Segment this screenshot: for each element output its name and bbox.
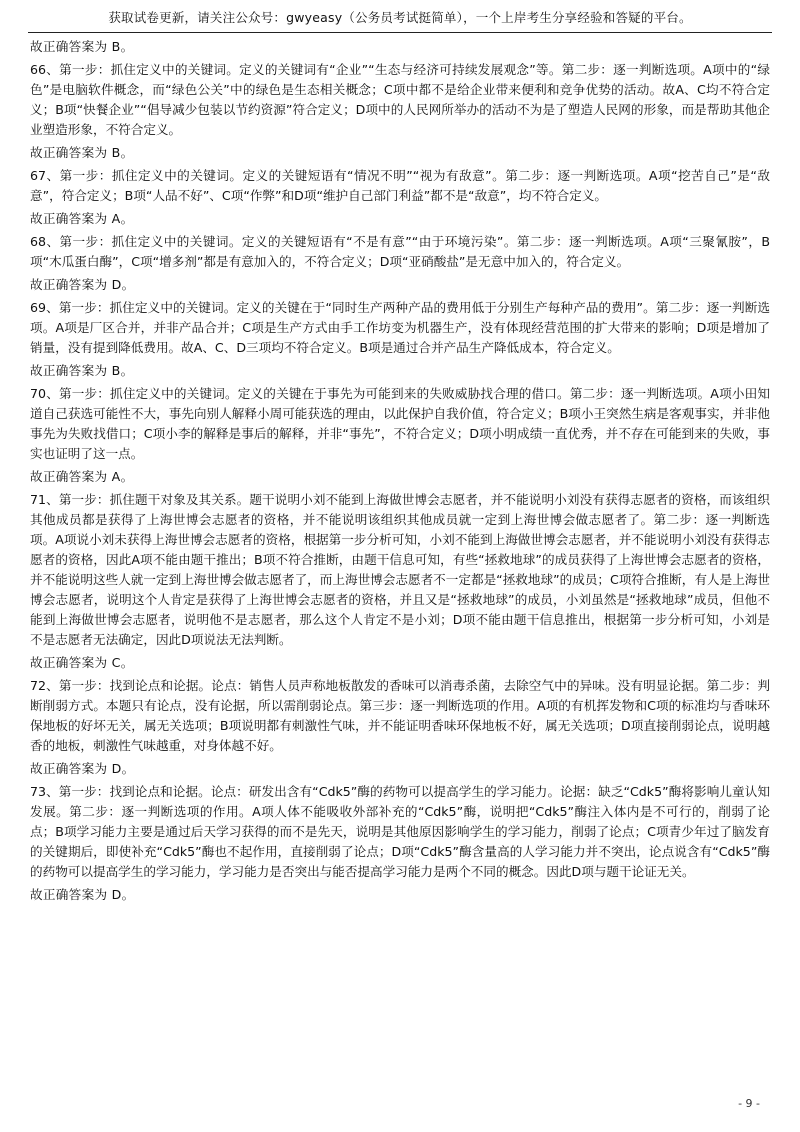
answer-line: 故正确答案为 B。 — [30, 145, 134, 160]
explanation-70: 70、第一步：抓住定义中的关键词。定义的关键在于事先为可能到来的失败威胁找合理的借口。第二步：逐一判断选项。A项小田知道自己获选可能性不大，事先向别人解释小周可能获选的理由，以此保护自我价值，符合定义；B项小王突然生病是客观事实，并非他事先为失败找借口；C项小李的解释是事后的解释，并非“事先”，不符合定义；D项小明成绩一直优秀，并不存在可能到来的失败，事实也证明了这一点。 — [30, 386, 770, 461]
explanation-73: 73、第一步：找到论点和论据。论点：研发出含有“Cdk5”酶的药物可以提高学生的学习能力。论据：缺乏“Cdk5”酶将影响儿童认知发展。第二步：逐一判断选项的作用。A项人体不能吸收外部补充的“Cdk5”酶，说明把“Cdk5”酶注入体内是不可行的，削弱了论点；B项学习能力主要是通过后天学习获得的而不是先天，说明是其他原因影响学生的学习能力，削弱了论点；C项青少年过了脑发育的关键期后，即使补充“Cdk5”酶也不起作用，直接削弱了论点；D项“Cdk5”酶含量高的人学习能力并不突出，论点说含有“Cdk5”酶的药物可以提高学生的学习能力，学习能力是否突出与能否提高学习能力是两个不同的概念。因此D项与题干论证无关。 — [30, 784, 770, 879]
header-notice: 获取试卷更新，请关注公众号：gwyeasy（公务员考试挺简单），一个上岸考生分享经验和答疑的平台。 — [108, 10, 692, 25]
answer-line: 故正确答案为 C。 — [30, 655, 134, 670]
explanation-69: 69、第一步：抓住定义中的关键词。定义的关键在于“同时生产两种产品的费用低于分别生产每种产品的费用”。第二步：逐一判断选项。A项是厂区合并，并非产品合并；C项是生产方式由手工作坊变为机器生产，没有体现经营范围的扩大带来的影响；D项是增加了销量，没有提到降低费用。故A、C、D三项均不符合定义。B项是通过合并产品生产降低成本，符合定义。 — [30, 300, 770, 355]
header-divider — [28, 32, 772, 33]
answer-line: 故正确答案为 D。 — [30, 887, 135, 902]
answer-line: 故正确答案为 A。 — [30, 469, 134, 484]
explanation-72: 72、第一步：找到论点和论据。论点：销售人员声称地板散发的香味可以消毒杀菌，去除空气中的异味。没有明显论据。第二步：判断削弱方式。本题只有论点，没有论据，所以需削弱论点。第三步：逐一判断选项的作用。A项的有机挥发物和C项的标准均与香味环保地板的好坏无关，属无关选项；B项说明都有刺激性气味，并不能证明香味环保地板不好，属无关选项；D项直接削弱论点，说明越香的地板，刺激性气味越重，对身体越不好。 — [30, 678, 770, 753]
document-body — [30, 37, 770, 908]
answer-line: 故正确答案为 B。 — [30, 363, 134, 378]
explanation-71: 71、第一步：抓住题干对象及其关系。题干说明小刘不能到上海做世博会志愿者，并不能说明小刘没有获得志愿者的资格，而该组织其他成员都是获得了上海世博会志愿者的资格，并不能说明该组织其他成员就一定到上海世博会做志愿者了。第二步：逐一判断选项。A项说小刘未获得上海世博会志愿者的资格，根据第一步分析可知，小刘不能到上海做世博会志愿者，并不能说明小刘没有获得志愿者的资格，因此A项不能由题干推出；B项不符合推断，由题干信息可知，有些“拯救地球”的成员获得了上海世博会志愿者的资格，并不能说明这些人就一定到上海世博会做志愿者了，而上海世博会志愿者不一定都是“拯救地球”的成员；C项符合推断，有人是上海世博会志愿者，说明这个人肯定是获得了上海世博会志愿者的资格，并且又是“拯救地球”的成员，小刘虽然是“拯救地球”成员，但他不能到上海做世博会志愿者，说明他不是志愿者，那么这个人肯定不是小刘；D项不能由题干信息推出，根据第一步分析可知，小刘是不是志愿者无法确定，因此D项说法无法判断。 — [30, 492, 770, 647]
answer-line: 故正确答案为 A。 — [30, 211, 134, 226]
answer-line: 故正确答案为 D。 — [30, 277, 135, 292]
explanation-67: 67、第一步：抓住定义中的关键词。定义的关键短语有“情况不明”“视为有敌意”。第二步：逐一判断选项。A项“挖苦自己”是“敌意”，符合定义；B项“人品不好”、C项“作弊”和D项“维护自己部门利益”都不是“敌意”，均不符合定义。 — [30, 168, 770, 203]
answer-line: 故正确答案为 B。 — [30, 39, 134, 54]
explanation-68: 68、第一步：抓住定义中的关键词。定义的关键短语有“不是有意”“由于环境污染”。第二步：逐一判断选项。A项“三聚氰胺”，B项“木瓜蛋白酶”，C项“增多剂”都是有意加入的，不符合定义；D项“亚硝酸盐”是无意中加入的，符合定义。 — [30, 234, 770, 269]
answer-line: 故正确答案为 D。 — [30, 761, 135, 776]
page-header — [0, 0, 800, 34]
explanation-66: 66、第一步：抓住定义中的关键词。定义的关键词有“企业”“生态与经济可持续发展观念”等。第二步：逐一判断选项。A项中的“绿色”是电脑软件概念，而“绿色公关”中的绿色是生态相关概念；C项中都不是给企业带来便利和竞争优势的活动。故A、C均不符合定义；B项“快餐企业”“倡导减少包装以节约资源”符合定义；D项中的人民网所举办的活动不为是了塑造人民网的形象，而是帮助其他企业塑造形象，不符合定义。 — [30, 62, 770, 137]
page-number: - 9 - — [738, 1097, 760, 1110]
